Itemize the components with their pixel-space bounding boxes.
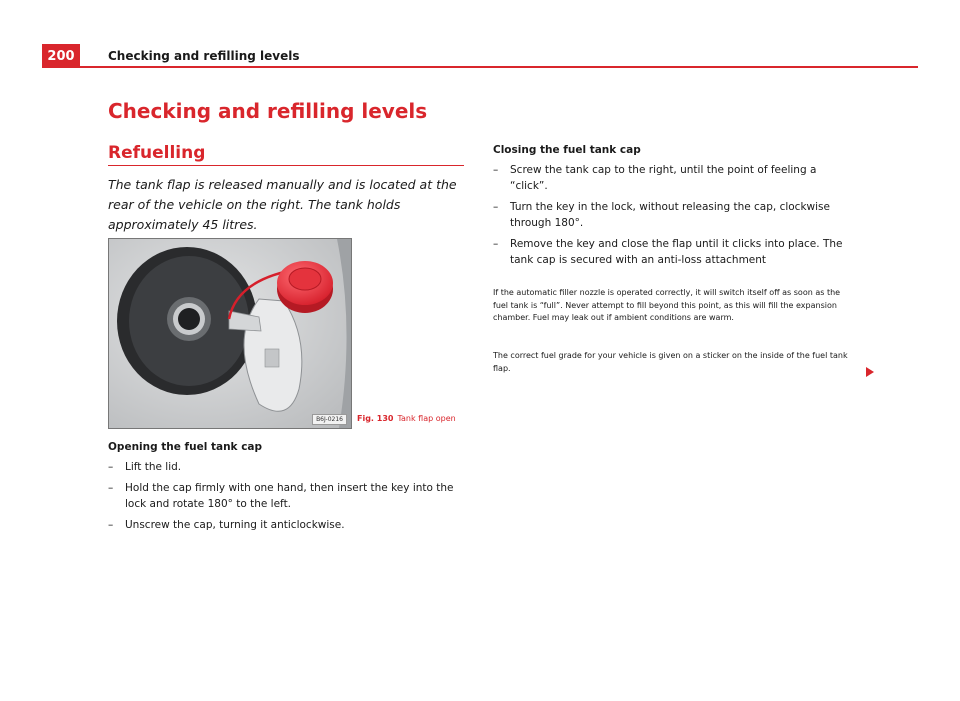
step-text: Turn the key in the lock, without releasing the cap, clockwise through 180°. [510,201,830,229]
dash: – [108,482,114,494]
figure-caption [357,414,456,423]
chapter-title: Checking and refilling levels [108,99,428,123]
note-fuel-grade: The correct fuel grade for your vehicle is given on a sticker on the inside of the fuel tank flap. [493,351,848,373]
figure-tank-flap [108,238,352,429]
figure-code: B6J-0216 [312,414,347,425]
opening-steps [108,459,464,538]
section-rule [108,165,464,166]
running-head: Checking and refilling levels [108,49,300,63]
figure-caption-text: Tank flap open [397,414,456,423]
step-text: Lift the lid. [125,461,182,473]
opening-heading: Opening the fuel tank cap [108,441,263,453]
section-title: Refuelling [108,143,206,163]
step-text: Hold the cap firmly with one hand, then insert the key into the lock and rotate 180° to the left. [125,482,454,510]
note-auto-shutoff: If the automatic filler nozzle is operated correctly, it will switch itself off as soon as the fuel tank is “full”. Never attempt to fill beyond this point, as this will fill the expansion chamber. Fuel may leak out if ambient conditions are warm. [493,288,841,322]
list-item [493,236,853,268]
dash: – [108,461,114,473]
dash: – [108,519,114,531]
list-item [493,162,853,194]
list-item [108,480,464,512]
dash: – [493,238,499,250]
step-text: Unscrew the cap, turning it anticlockwise. [125,519,345,531]
closing-heading: Closing the fuel tank cap [493,144,641,156]
header-rule [80,66,918,68]
list-item [108,517,464,533]
page-number: 200 [42,44,80,68]
step-text: Screw the tank cap to the right, until the point of feeling a “click”. [510,164,817,192]
closing-steps [493,162,853,273]
figure-label: Fig. 130 [357,414,394,423]
step-text: Remove the key and close the flap until it clicks into place. The tank cap is secured with an anti-loss attachment [510,238,843,266]
dash: – [493,201,499,213]
dash: – [493,164,499,176]
intro-text: The tank flap is released manually and is located at the rear of the vehicle on the right. The tank holds approximately 45 litres. [108,177,457,232]
continue-arrow-icon [866,367,874,377]
tank-flap-illustration [109,239,351,428]
list-item [108,459,464,475]
list-item [493,199,853,231]
